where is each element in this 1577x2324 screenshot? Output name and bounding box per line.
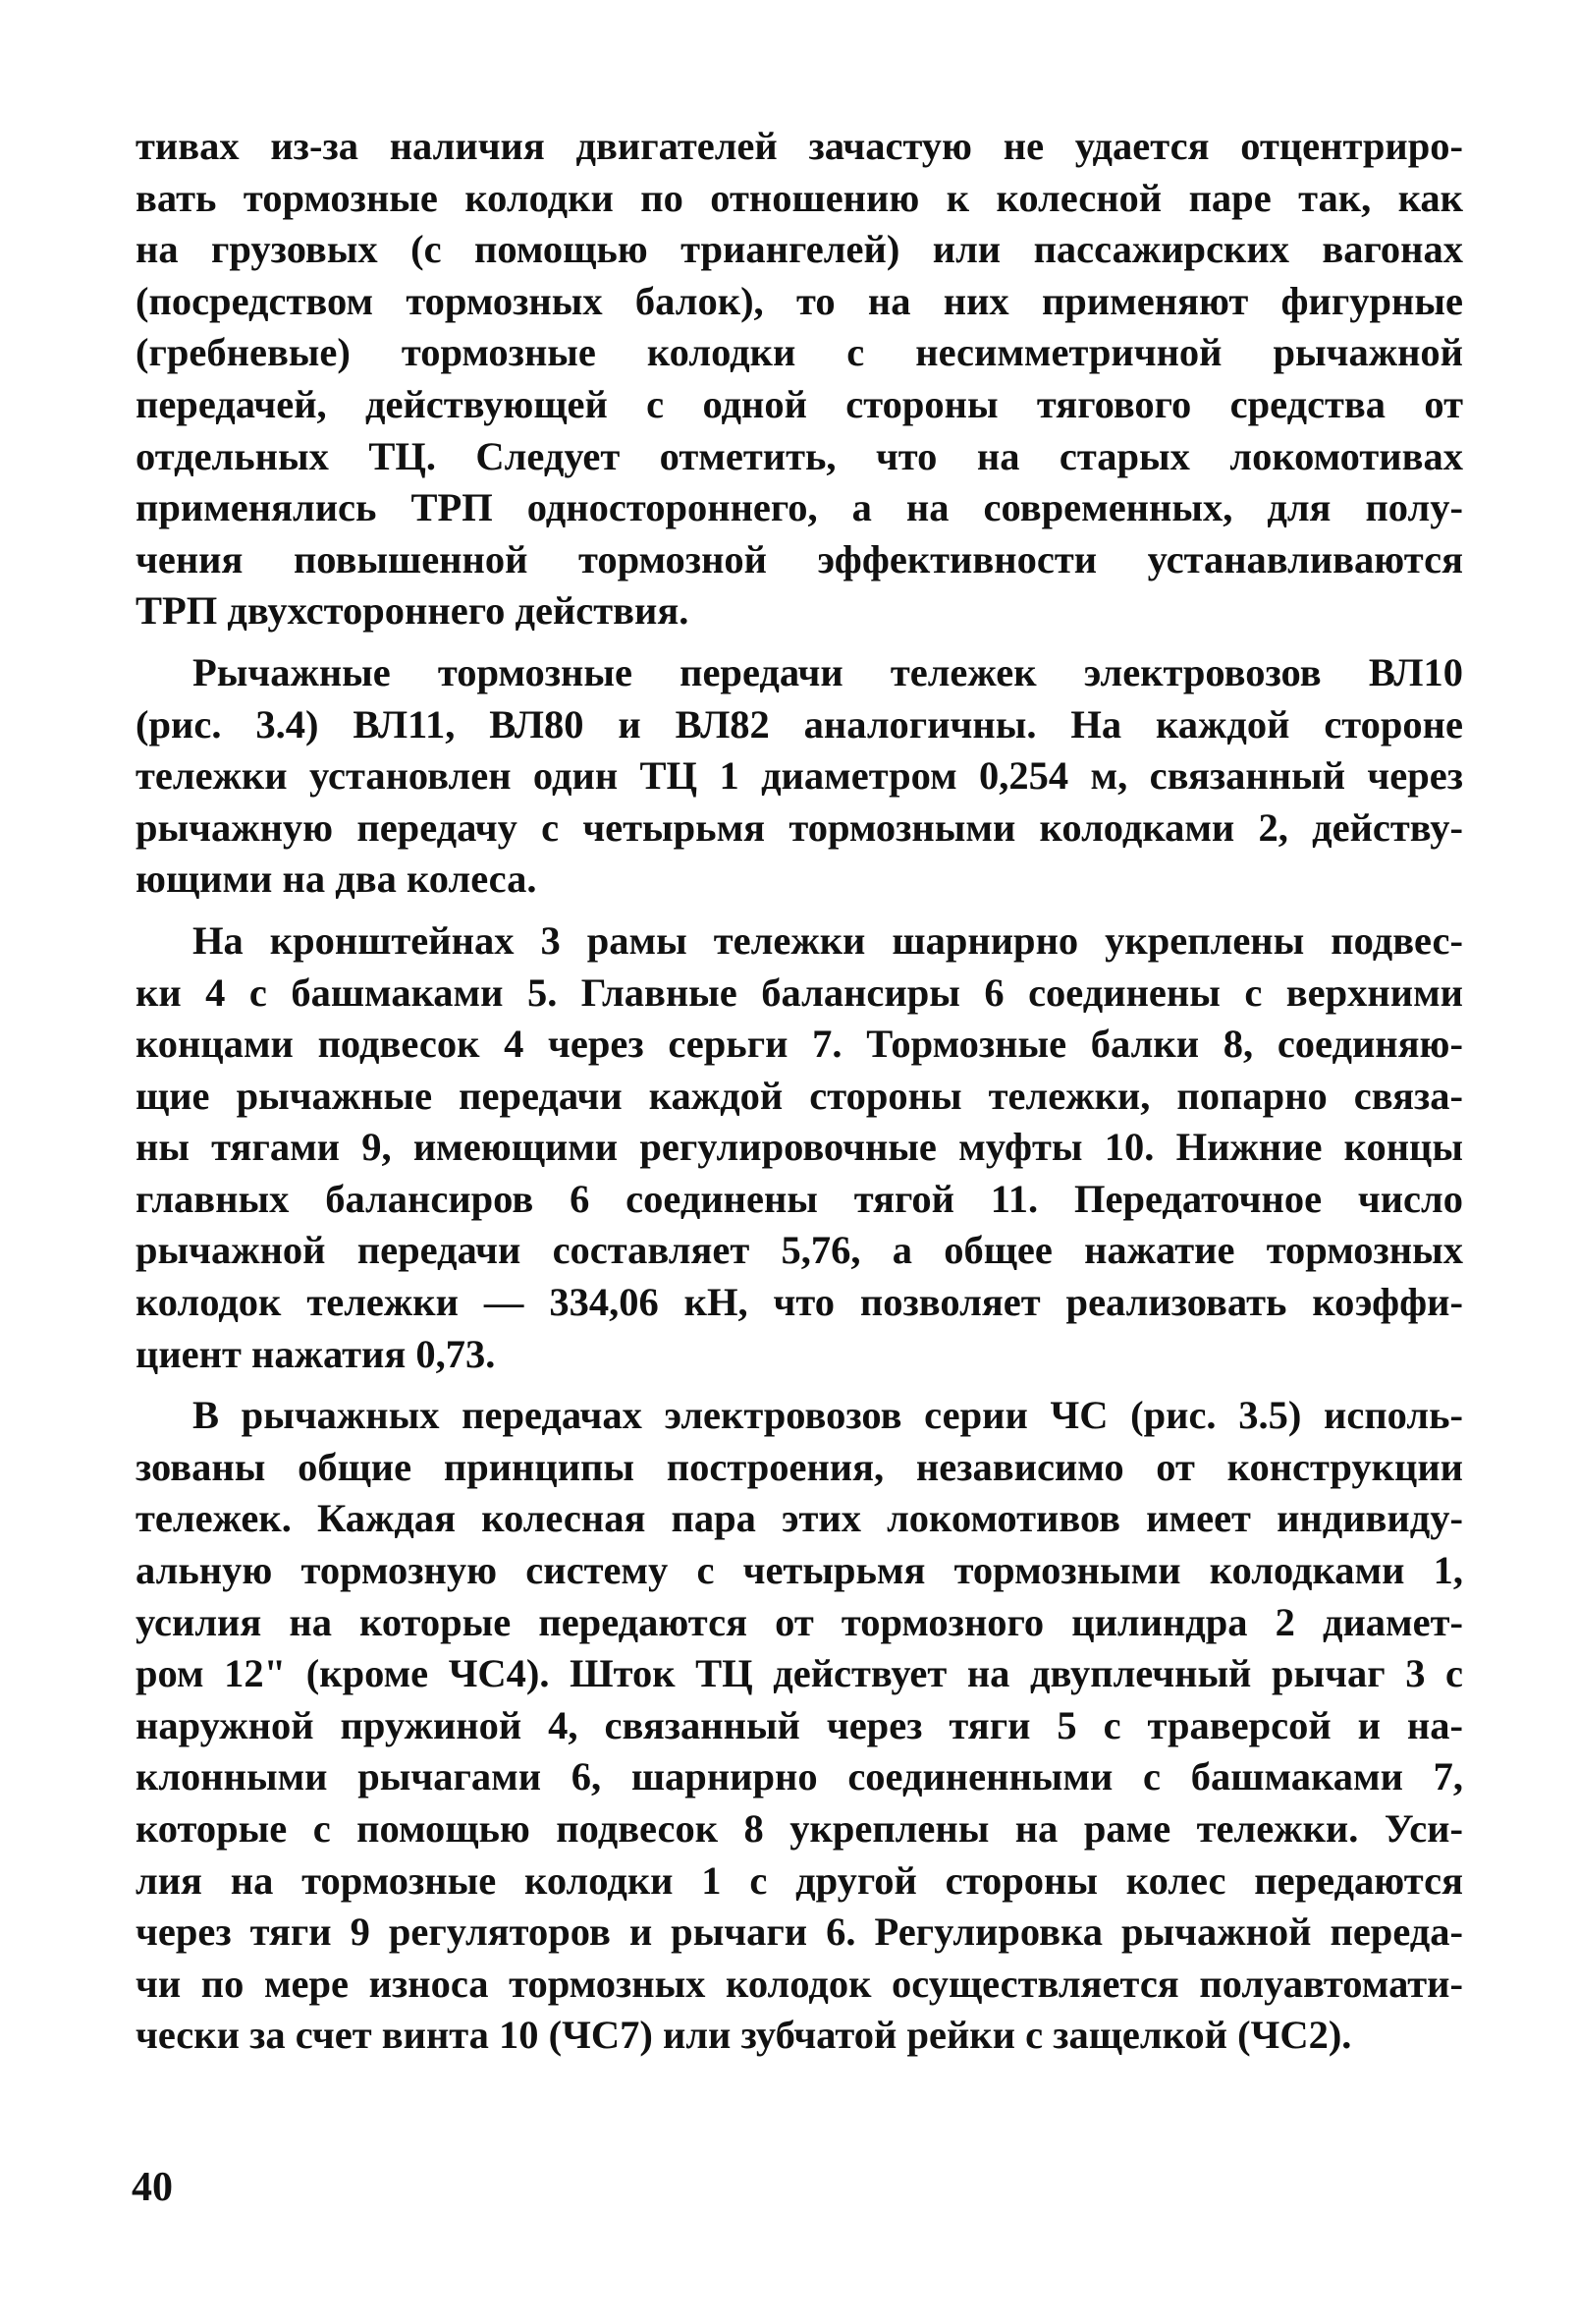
text-line: передачей, действующей с одной стороны тягового средства от — [136, 381, 1463, 426]
text-line: тивах из-за наличия двигателей зачастую не удается отцентриро- — [136, 124, 1463, 168]
paragraph-2 — [136, 647, 1463, 906]
text-line: ющими на два колеса. — [136, 857, 537, 902]
text-line: ром 12" (кроме ЧС4). Шток ТЦ действует на двуплечный рычаг 3 с — [136, 1651, 1463, 1696]
text-line: через тяги 9 регуляторов и рычаги 6. Регулировка рычажной переда- — [136, 1909, 1463, 1955]
text-line: наружной пружиной 4, связанный через тяги 5 с траверсой и на- — [136, 1702, 1463, 1747]
text-line: вать тормозные колодки по отношению к колесной паре так, как — [136, 175, 1463, 220]
paragraph-1 — [136, 121, 1463, 637]
text-line: ТРП двухстороннего действия. — [136, 588, 689, 634]
text-line: на грузовых (с помощью триангелей) или пассажирских вагонах — [136, 227, 1463, 272]
text-line: рычажной передачи составляет 5,76, а общее нажатие тормозных — [136, 1228, 1463, 1273]
text-line: чески за счет винта 10 (ЧС7) или зубчатой рейки с защелкой (ЧС2). — [136, 2013, 1352, 2058]
text-line: ки 4 с башмаками 5. Главные балансиры 6 соединены с верхними — [136, 969, 1463, 1015]
text-line: (рис. 3.4) ВЛ11, ВЛ80 и ВЛ82 аналогичны. На каждой стороне — [136, 701, 1463, 747]
text-line: (гребневые) тормозные колодки с несимметричной рычажной — [136, 330, 1463, 375]
text-line: применялись ТРП одностороннего, а на современных, для полу- — [136, 485, 1463, 530]
text-line: рычажную передачу с четырьмя тормозными колодками 2, действу- — [136, 804, 1463, 850]
text-line: которые с помощью подвесок 8 укреплены на раме тележки. Уси- — [136, 1806, 1463, 1851]
text-line: (посредством тормозных балок), то на них применяют фигурные — [136, 278, 1463, 323]
paragraph-4 — [136, 1390, 1463, 2062]
text-line: ны тягами 9, имеющими регулировочные муфты 10. Нижние концы — [136, 1125, 1463, 1170]
text-line: отдельных ТЦ. Следует отметить, что на старых локомотивах — [136, 433, 1463, 478]
text-line: циент нажатия 0,73. — [136, 1331, 496, 1376]
text-line: щие рычажные передачи каждой стороны тележки, попарно связа- — [136, 1073, 1463, 1118]
text-line: На кронштейнах 3 рамы тележки шарнирно укреплены подвес- — [192, 917, 1463, 963]
text-line: клонными рычагами 6, шарнирно соединенными с башмаками 7, — [136, 1754, 1463, 1799]
page-number: 40 — [132, 2165, 173, 2210]
text-line: усилия на которые передаются от тормозного цилиндра 2 диамет- — [136, 1599, 1463, 1644]
body-text — [136, 121, 1463, 2072]
text-line: главных балансиров 6 соединены тягой 11. Передаточное число — [136, 1176, 1463, 1221]
text-line: В рычажных передачах электровозов серии ЧС (рис. 3.5) исполь- — [192, 1393, 1463, 1438]
text-line: концами подвесок 4 через серьги 7. Тормозные балки 8, соединяю- — [136, 1022, 1463, 1067]
text-line: лия на тормозные колодки 1 с другой стороны колес передаются — [136, 1857, 1463, 1903]
text-line: Рычажные тормозные передачи тележек электровозов ВЛ10 — [192, 649, 1463, 694]
text-line: чи по мере износа тормозных колодок осуществляется полуавтомати- — [136, 1961, 1463, 2006]
text-line: тележек. Каждая колесная пара этих локомотивов имеет индивиду- — [136, 1496, 1463, 1541]
text-line: колодок тележки — 334,06 кН, что позволяет реализовать коэффи- — [136, 1280, 1463, 1325]
text-line: альную тормозную систему с четырьмя тормозными колодками 1, — [136, 1548, 1463, 1593]
text-line: зованы общие принципы построения, независимо от конструкции — [136, 1444, 1463, 1489]
text-line: чения повышенной тормозной эффективности устанавливаются — [136, 536, 1463, 581]
text-line: тележки установлен один ТЦ 1 диаметром 0,254 м, связанный через — [136, 753, 1463, 799]
paragraph-3 — [136, 915, 1463, 1380]
